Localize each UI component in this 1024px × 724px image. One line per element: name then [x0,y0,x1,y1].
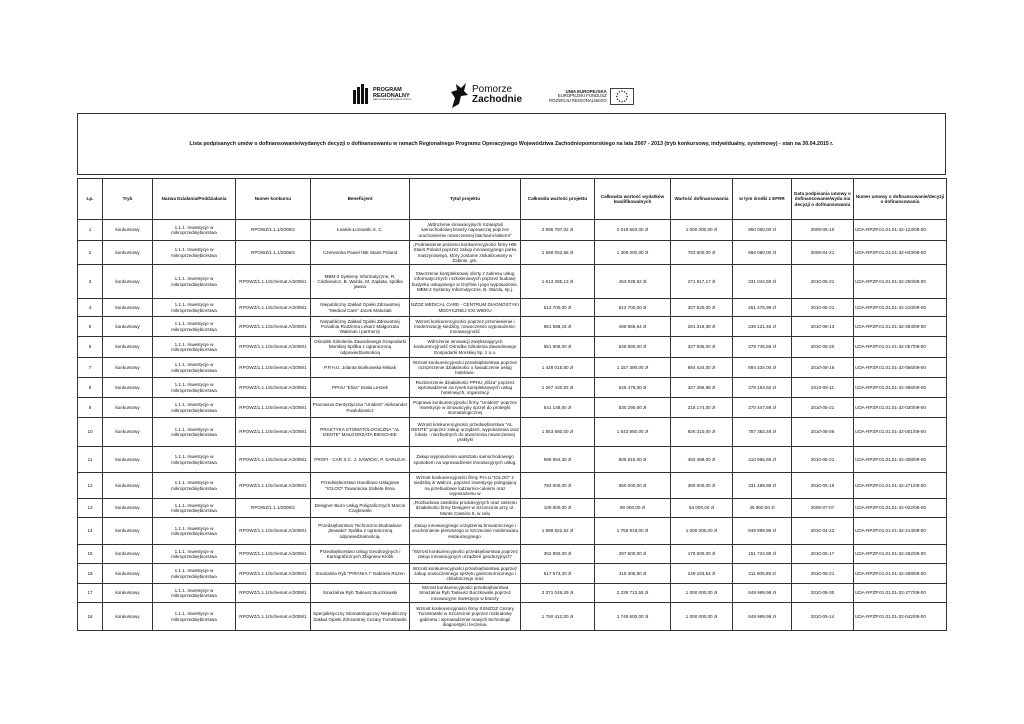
table-row [78,337,947,358]
cell-wydatki-kwalifikowalne: 415 305,90 zł [595,564,671,584]
cell-srodki-efrr: 278 745,59 zł [733,337,792,358]
cell-data-podpisania: 2010-05-21 [792,398,854,418]
table-row [78,317,947,337]
cell-srodki-efrr: 261 476,99 zł [733,299,792,317]
program-logo-line1: PROGRAM [373,87,402,94]
contracts-table [77,178,947,631]
cell-dzialanie: 1.1.1. Inwestycje w mikroprzedsiębiorstwa [153,603,236,631]
cell-srodki-efrr: 850 000,00 zł [733,220,792,241]
cell-wartosc-projektu: 1 267 420,83 zł [521,378,595,398]
header-srodki-efrr: w tym środki z EFRR [733,179,792,220]
cell-tryb: konkursowy [103,337,153,358]
cell-numer-konkursu: RPOWZ/1.1.1/2008/2 [236,220,311,241]
cell-dzialanie: 1.1.1. Inwestycje w mikroprzedsiębiorstwa [153,418,236,447]
cell-data-podpisania: 2010-05-21 [792,564,854,584]
cell-srodki-efrr: 239 121,46 zł [733,317,792,337]
cell-data-podpisania: 2009-04-21 [792,241,854,265]
table-row [78,499,947,518]
cell-lp: 3 [78,265,103,299]
cell-numer-umowy: UDA-RPZP.01.01.01-32-354/09-00 [854,317,947,337]
cell-lp: 7 [78,358,103,378]
cell-tryb: konkursowy [103,358,153,378]
cell-wartosc-dofinansowania: 307 620,00 zł [671,299,733,317]
cell-lp: 15 [78,545,103,564]
cell-wartosc-dofinansowania: 390 000,00 zł [671,473,733,499]
cell-beneficjent: Przedsiębiorstwo Techniczno-Budowlane „Bewako” Spółka z ograniczoną odpowiedzialnością. [311,518,410,545]
cell-lp: 2 [78,241,103,265]
cell-numer-umowy: UDA-RPZP.01.01.01-32-214/09-00 [854,518,947,545]
cell-numer-umowy: UDA-RPZP.01.01.01-32-271/09-00 [854,473,947,499]
cell-tytul-projektu: Wzrost konkurencyjności przedsiębiorstwa poprzez zakup nowoczesnego sprzętu gastronomicznego i chłodniczego oraz [410,564,521,584]
pomorze-zachodnie-logo [448,80,522,110]
cell-tryb: konkursowy [103,603,153,631]
cell-tryb: konkursowy [103,518,153,545]
cell-tryb: konkursowy [103,378,153,398]
cell-dzialanie: 1.1.1. Inwestycje w mikroprzedsiębiorstwa [153,584,236,603]
cell-tryb: konkursowy [103,265,153,299]
cell-wydatki-kwalifikowalne: 297 500,00 zł [595,545,671,564]
cell-lp: 4 [78,299,103,317]
cell-numer-konkursu: RPOWZ/1.1.1/Schemat A/2009/1 [236,398,311,418]
cell-wartosc-projektu: 1 553 680,00 zł [521,418,595,447]
cell-tryb: konkursowy [103,241,153,265]
cell-wartosc-dofinansowania: 694 434,00 zł [671,358,733,378]
cell-wartosc-projektu: 362 950,00 zł [521,545,595,564]
table-row [78,358,947,378]
cell-beneficjent: Ośrodek Szkolenia Zawodowego Gospodarki Morskiej Spółka z ograniczoną odpowiedzialnością [311,337,410,358]
cell-srodki-efrr: 231 044,59 zł [733,265,792,299]
cell-numer-konkursu: RPOWZ/1.1.1/Schemat A/2009/1 [236,299,311,317]
cell-dzialanie: 1.1.1. Inwestycje w mikroprzedsiębiorstwa [153,378,236,398]
cell-numer-umowy: UDA-RPZP.01.01.01-32-043/08-00 [854,241,947,265]
cell-dzialanie: 1.1.1. Inwestycje w mikroprzedsiębiorstwa [153,265,236,299]
header-tryb: Tryb [103,179,153,220]
cell-numer-konkursu: RPOWZ/1.1.1/Schemat A/2009/1 [236,418,311,447]
header-wartosc-projektu: Całkowita wartość projektu [521,179,595,220]
cell-dzialanie: 1.1.1. Inwestycje w mikroprzedsiębiorstwa [153,564,236,584]
cell-tryb: konkursowy [103,499,153,518]
eu-logo [549,88,634,105]
cell-numer-konkursu: RPOWZ/1.1.1/Schemat A/2009/1 [236,564,311,584]
cell-numer-konkursu: RPOWZ/1.1.1/Schemat A/2009/1 [236,473,311,499]
cell-wartosc-projektu: 551 806,00 zł [521,337,595,358]
cell-tytul-projektu: „Rozbudowa zasobów produkcyjnych oraz zakresu działalności firmy Designer w Szczecinie przy ul. Monte Cassino 9, w celu [410,499,521,518]
cell-beneficjent: Pracownia Dentystyczna "Unident" Aleksander Pawlukiewicz [311,398,410,418]
cell-dzialanie: 1.1.1. Inwestycje w mikroprzedsiębiorstwa [153,337,236,358]
cell-data-podpisania: 2009-06-10 [792,220,854,241]
header-numer-konkursu: Numer konkursu [236,179,311,220]
cell-wartosc-dofinansowania: 178 500,00 zł [671,545,733,564]
eu-logo-line1: UNIA EUROPEJSKA [565,89,607,95]
cell-wydatki-kwalifikowalne: 2 239 712,55 zł [595,584,671,603]
cell-tytul-projektu: Wzrost konkurencyjności poprzez przeniesienie i modernizację siedziby, nowoczesne wyposażenie, innowacyjność [410,317,521,337]
cell-beneficjent: Przedsiębiorstwo Handlowo-Usługowe "IGLOO" Towarnicka Izabela Ilona [311,473,410,499]
cell-tryb: konkursowy [103,299,153,317]
program-logo-line2: REGIONALNY [373,92,410,99]
table-row [78,584,947,603]
eu-logo-line3: ROZWOJU REGIONALNEGO [549,97,607,103]
cell-wydatki-kwalifikowalne: 453 028,62 zł [595,265,671,299]
header-dzialanie: Nazwa Działania/Poddziałania [153,179,236,220]
cell-wartosc-dofinansowania: 327 286,98 zł [671,378,733,398]
cell-numer-umowy: UDA-RPZP.01.01.01-32-056/09-00 [854,358,947,378]
cell-numer-konkursu: RPOWZ/1.1.1/Schemat A/2009/1 [236,317,311,337]
cell-data-podpisania: 2010-05-20 [792,337,854,358]
cell-numer-umowy: UDA-RPZP.01.01.01-32-042/09-00 [854,603,947,631]
cell-beneficjent: Niepubliczny Zakład Opieki Zdrowotnej Poradnia Rodzinna Lekarz Małgorzata Walerian i partnerzy [311,317,410,337]
cell-lp: 13 [78,499,103,518]
pomorze-logo-line1: Pomorze [472,84,513,95]
cell-tryb: konkursowy [103,418,153,447]
cell-numer-konkursu: RPOWZ/1.1.1/Schemat A/2009/1 [236,545,311,564]
cell-numer-konkursu: RPOWZ/1.1.1/Schemat A/2009/1 [236,358,311,378]
cell-wartosc-dofinansowania: 318 174,00 zł [671,398,733,418]
cell-wartosc-dofinansowania: 249 183,54 zł [671,564,733,584]
cell-srodki-efrr: 278 193,92 zł [733,378,792,398]
cell-beneficjent: Łowkis-Łozowski S. C. [311,220,410,241]
cell-beneficjent: Smażalnia Ryb "PIRANIA I" Gabriela Rożen [311,564,410,584]
cell-wydatki-kwalifikowalne: 1 543 850,00 zł [595,418,671,447]
cell-data-podpisania: 2010-05-21 [792,265,854,299]
cell-tytul-projektu: Wzrost konkurencyjności przedsiębiorstwa "AL DENTE" poprzez zakup urządzeń, wyposażenia oraz lokalu - niezbędnych do utworzenia nowoczesnej praktyki [410,418,521,447]
table-row [78,378,947,398]
cell-srodki-efrr: 694 434,00 zł [733,358,792,378]
table-header-row [78,179,947,220]
cell-numer-umowy: UDA-RPZP.01.01.01-32-250/09-00 [854,265,947,299]
cell-dzialanie: 1.1.1. Inwestycje w mikroprzedsiębiorstwa [153,317,236,337]
header-beneficjent: Beneficjent [311,179,410,220]
cell-tytul-projektu: Stworzenie kompleksowej oferty z zakresu usług informatycznych i szkoleniowych poprzez budowę budynku usługowego w Gryfinie i jego wyposażenie, MBM-2 Systemy Informatyczne, B. Warda, sp.j. [410,265,521,299]
cell-wartosc-dofinansowania: 1 000 000,00 zł [671,603,733,631]
program-regionalny-logo [352,84,412,106]
cell-wartosc-projektu: 1 426 015,80 zł [521,358,595,378]
cell-numer-umowy: UDA-RPZP.01.01.01-32-210/09-00 [854,299,947,317]
cell-lp: 5 [78,317,103,337]
cell-tytul-projektu: Zakup innowacyjnego urządzenia browarniczego i uruchomienie pierwszego w Szczecinie minibrowaru restauracyjnego. [410,518,521,545]
cell-tytul-projektu: „Wdrożenie innowacyjnych rozwiązań samochodowej branży naprawczej poprzez uruchomienie nowoczesnej blacharni-lakierni” [410,220,521,241]
cell-lp: 17 [78,584,103,603]
cell-wydatki-kwalifikowalne: 468 865,64 zł [595,317,671,337]
cell-wartosc-projektu: 517 573,20 zł [521,564,595,584]
table-row [78,220,947,241]
cell-data-podpisania: 2010-05-21 [792,447,854,473]
cell-tryb: konkursowy [103,317,153,337]
cell-wartosc-projektu: 1 558 052,66 zł [521,241,595,265]
program-regionalny-icon [352,84,370,106]
cell-data-podpisania: 2010-04-22 [792,518,854,545]
cell-numer-konkursu: RPOWZ/1.1.1/Schemat A/2009/1 [236,603,311,631]
cell-srodki-efrr: 410 965,65 zł [733,447,792,473]
cell-wartosc-dofinansowania: 1 000 000,00 zł [671,584,733,603]
cell-wydatki-kwalifikowalne: 545 478,30 zł [595,378,671,398]
cell-wartosc-dofinansowania: 783 600,00 zł [671,241,733,265]
cell-tryb: konkursowy [103,473,153,499]
cell-wartosc-dofinansowania: 281 319,38 zł [671,317,733,337]
cell-numer-konkursu: RPOWZ/1.1.1/2008/2 [236,241,311,265]
cell-beneficjent: PROFI - CAR S.C. J. SAWICKI, P. SARLEJA [311,447,410,473]
cell-data-podpisania: 2010-08-30 [792,584,854,603]
cell-tytul-projektu: Wzrost konkurencyjności przedsiębiorstwa Smażalnia Ryb Tadeusz Buczkowski poprzez innowacyjne inwestycje w branży [410,584,521,603]
cell-numer-umowy: UDA-RPZP.01.01.01-32-020/09-00 [854,398,947,418]
cell-beneficjent: Czerwonka Paweł HBI Stairs Poland [311,241,410,265]
cell-beneficjent: PPHU "Eliza" Szała Leszek [311,378,410,398]
cell-numer-konkursu: RPOWZ/1.1.1/Schemat A/2009/1 [236,265,311,299]
cell-lp: 11 [78,447,103,473]
cell-wydatki-kwalifikowalne: 1 157 390,00 zł [595,358,671,378]
table-row [78,473,947,499]
cell-dzialanie: 1.1.1. Inwestycje w mikroprzedsiębiorstwa [153,447,236,473]
document-title-box [77,113,946,175]
cell-tytul-projektu: Wdrożenie innowacji zwiększających konkurencyjność Ośrodka Szkolenia Zawodowego Gospodarki Morskiej Sp. z o.o. [410,337,521,358]
table-body [78,220,947,631]
table-row [78,418,947,447]
cell-data-podpisania: 2010-05-17 [792,545,854,564]
program-logo-line3: NARODOWA STRATEGIA SPÓJNOŚCI [373,99,412,102]
cell-dzialanie: 1.1.1. Inwestycje w mikroprzedsiębiorstwa [153,473,236,499]
cell-numer-umowy: UDA-RPZP.01.01.01-32-057/09-00 [854,337,947,358]
cell-wartosc-dofinansowania: 327 936,00 zł [671,337,733,358]
cell-srodki-efrr: 849 999,99 zł [733,518,792,545]
cell-lp: 1 [78,220,103,241]
cell-tytul-projektu: „Podniesienie poziomu konkurencyjności firmy HBI Stairs Poland poprzez zakup innowacyjnego parku maszynowego, który zostanie zlokalizowany w Żabinie, gm. [410,241,521,265]
cell-numer-umowy: UDA-RPZP.01.01.01-32-298/09-00 [854,564,947,584]
griffin-icon [448,80,470,110]
cell-tytul-projektu: NZOZ MEDICAL CARE - CENTRUM DIAGNOSTYKI MEDYCZNEJ XXI WIEKU [410,299,521,317]
cell-wartosc-dofinansowania: 1 000 000,00 zł [671,220,733,241]
cell-wydatki-kwalifikowalne: 1 306 000,00 zł [595,241,671,265]
cell-data-podpisania: 2010-05-11 [792,378,854,398]
cell-data-podpisania: 2009-07-07 [792,499,854,518]
cell-tryb: konkursowy [103,584,153,603]
cell-numer-umowy: UDA-RPZP.01.01.01-32-366/09-00 [854,378,947,398]
cell-numer-umowy: UDA-RPZP.01.01.01-32-308/09-00 [854,447,947,473]
cell-srodki-efrr: 45 900,00 zł [733,499,792,518]
cell-srodki-efrr: 787 363,48 zł [733,418,792,447]
cell-numer-umowy: UDA-RPZP.01.01.01-32-022/08-00 [854,499,947,518]
cell-wydatki-kwalifikowalne: 650 000,00 zł [595,473,671,499]
cell-data-podpisania: 2010-08-06 [792,418,854,447]
cell-wartosc-projektu: 109 800,00 zł [521,499,595,518]
cell-srodki-efrr: 849 999,98 zł [733,584,792,603]
cell-numer-umowy: UDA-RPZP.01.01.01-32-277/09-00 [854,584,947,603]
header-wydatki-kwalifikowalne: Całkowita wartość wydatków kwalifikowalnych [595,179,671,220]
cell-numer-umowy: UDA-RPZP.01.01.01-32-262/09-00 [854,545,947,564]
cell-wydatki-kwalifikowalne: 1 749 600,00 zł [595,603,671,631]
cell-lp: 12 [78,473,103,499]
cell-srodki-efrr: 151 724,98 zł [733,545,792,564]
table-row [78,545,947,564]
cell-tytul-projektu: Rozszerzenie działalności PPHU „Eliza” poprzez wprowadzenie na rynek kompleksowych usług hotelowych, organizacji [410,378,521,398]
header-numer-umowy: Numer umowy o dofinansowanie/decyzji o dofinansowaniu [854,179,947,220]
cell-beneficjent: Smażalnia Ryb Tadeusz Buczkowski [311,584,410,603]
cell-dzialanie: 1.1.1. Inwestycje w mikroprzedsiębiorstwa [153,398,236,418]
cell-wartosc-projektu: 998 954,30 zł [521,447,595,473]
cell-numer-konkursu: RPOWZ/1.1.1/Schemat A/2009/1 [236,337,311,358]
cell-tytul-projektu: "Wzrost konkurencyjności przedsiębiorstwa poprzez zakup innowacyjnych urządzeń geodezyjnych" [410,545,521,564]
cell-wartosc-projektu: 3 371 046,29 zł [521,584,595,603]
cell-wartosc-projektu: 2 695 787,02 zł [521,220,595,241]
cell-srodki-efrr: 331 499,99 zł [733,473,792,499]
cell-dzialanie: 1.1.1. Inwestycje w mikroprzedsiębiorstwa [153,241,236,265]
cell-lp: 8 [78,378,103,398]
cell-wartosc-dofinansowania: 54 000,00 zł [671,499,733,518]
cell-wartosc-dofinansowania: 483 489,00 zł [671,447,733,473]
cell-tytul-projektu: Wzrost konkurencyjności przedsiębiorstwa poprzez rozszerzenie działalności o świadczenie usług hotelowo- [410,358,521,378]
cell-tryb: konkursowy [103,564,153,584]
cell-wydatki-kwalifikowalne: 805 815,00 zł [595,447,671,473]
cell-data-podpisania: 2010-05-14 [792,603,854,631]
pomorze-logo-line2: Zachodnie [472,94,523,105]
table-row [78,265,947,299]
cell-data-podpisania: 2010-05-19 [792,473,854,499]
cell-wartosc-projektu: 793 000,00 zł [521,473,595,499]
header-data-podpisania: Data podpisania umowy o dofinansowanie/wyda nia decyzji o dofinansowaniu [792,179,854,220]
cell-data-podpisania: 2010-05-21 [792,299,854,317]
cell-beneficjent: MBM-2 Systemy Informatyczne, R. Ciszkiewicz, B. Warda, M. Zapłata, spółka jawna [311,265,410,299]
cell-wartosc-projektu: 512 700,00 zł [521,299,595,317]
cell-tryb: konkursowy [103,398,153,418]
cell-dzialanie: 1.1.1. Inwestycje w mikroprzedsiębiorstwa [153,545,236,564]
header-lp: Lp. [78,179,103,220]
cell-wydatki-kwalifikowalne: 512 700,00 zł [595,299,671,317]
cell-numer-konkursu: RPOWZ/1.1.1/2008/2 [236,499,311,518]
cell-tytul-projektu: Wzrost konkurencyjności firmy SSNZOZ Cezary Turostowski w Szczecinie poprzez rozbudowę gabinetu i wprowadzenie nowych technologii diagnostyki i leczenia. [410,603,521,631]
cell-srodki-efrr: 270 447,89 zł [733,398,792,418]
cell-numer-umowy: UDA-RPZP.01.01.01-32-123/08-00 [854,220,947,241]
cell-data-podpisania: 2010-08-16 [792,358,854,378]
cell-beneficjent: Designer Biuro Usług Poligraficznych Marcin Czajkowski [311,499,410,518]
eu-logo-line2: EUROPEJSKI FUNDUSZ [557,93,607,99]
cell-lp: 16 [78,564,103,584]
cell-tryb: konkursowy [103,220,153,241]
cell-numer-konkursu: RPOWZ/1.1.1/Schemat A/2009/1 [236,378,311,398]
table-row [78,241,947,265]
header-tytul-projektu: Tytuł projektu [410,179,521,220]
cell-wydatki-kwalifikowalne: 546 560,00 zł [595,337,671,358]
cell-numer-konkursu: RPOWZ/1.1.1/Schemat A/2009/1 [236,518,311,545]
cell-lp: 18 [78,603,103,631]
cell-lp: 14 [78,518,103,545]
cell-tytul-projektu: Poprawa konkurencyjności firmy "Unident" poprzez inwestycje w innowacyjny sprzęt do protetyki stomatologicznej [410,398,521,418]
cell-dzialanie: 1.1.1. Inwestycje w mikroprzedsiębiorstwa [153,499,236,518]
table-row [78,603,947,631]
document-title: Lista podpisanych umów o dofinansowanie/wydanych decyzji o dofinansowaniu w ramach Regionalnego Programu Operacyjnego Województwa Zachodniopomorskiego na lata 2007 - 2013 (tryb konkursowy, indywidualny, systemowy) - stan na 30.04.2015 r. [189,141,834,147]
cell-tytul-projektu: Zakup wyposażenia warsztatu samochodowego sposobem na wprowadzenie innowacyjnych usług. [410,447,521,473]
cell-beneficjent: PRAKTYKA STOMATOLOGICZNA "AL DENTE" MAŁGORZATA BIESCHKE [311,418,410,447]
cell-wartosc-projektu: 881 588,15 zł [521,317,595,337]
cell-wydatki-kwalifikowalne: 90 000,00 zł [595,499,671,518]
cell-numer-konkursu: RPOWZ/1.1.1/Schemat A/2009/1 [236,447,311,473]
cell-wartosc-projektu: 1 760 412,00 zł [521,603,595,631]
cell-dzialanie: 1.1.1. Inwestycje w mikroprzedsiębiorstwa [153,299,236,317]
table-row [78,564,947,584]
cell-wartosc-projektu: 1 613 395,13 zł [521,265,595,299]
cell-tryb: konkursowy [103,545,153,564]
cell-numer-umowy: UDA-RPZP.01.01.01-32-001/09-00 [854,418,947,447]
cell-wartosc-projektu: 1 898 822,52 zł [521,518,595,545]
cell-beneficjent: Niepubliczny Zakład Opieki Zdrowotnej "Medical Care" Jacek Matusiak [311,299,410,317]
table-row [78,398,947,418]
cell-srodki-efrr: 211 805,99 zł [733,564,792,584]
cell-lp: 10 [78,418,103,447]
cell-wartosc-projektu: 541 148,00 zł [521,398,595,418]
cell-data-podpisania: 2010-08-13 [792,317,854,337]
cell-wartosc-dofinansowania: 271 817,17 zł [671,265,733,299]
cell-numer-konkursu: RPOWZ/1.1.1/Schemat A/2009/1 [236,584,311,603]
table-row [78,518,947,545]
cell-tryb: konkursowy [103,447,153,473]
cell-dzialanie: 1.1.1. Inwestycje w mikroprzedsiębiorstwa [153,358,236,378]
cell-beneficjent: Przedsiębiorstwo Usług Geodezyjnych i Kartograficznych Zbigniew Królik [311,545,410,564]
cell-lp: 9 [78,398,103,418]
cell-wydatki-kwalifikowalne: 2 018 563,00 zł [595,220,671,241]
cell-beneficjent: Specjalistyczny Stomatologiczny Niepubliczny Zakład Opieki Zdrowotnej Cezary Turostowski [311,603,410,631]
table-row [78,299,947,317]
eu-flag-icon [610,88,634,105]
cell-lp: 6 [78,337,103,358]
header-wartosc-dofinansowania: Wartość dofinansowania [671,179,733,220]
cell-tytul-projektu: Wzrost konkurencyjności firmy P.H.U."IGLOO" z siedzibą w Wałczu, poprzez inwestycję polegającą na przebudowie lodziarnio-cukierni oraz wyposażeniu w [410,473,521,499]
table-row [78,447,947,473]
cell-dzialanie: 1.1.1. Inwestycje w mikroprzedsiębiorstwa [153,220,236,241]
cell-wydatki-kwalifikowalne: 1 755 918,00 zł [595,518,671,545]
cell-srodki-efrr: 666 060,00 zł [733,241,792,265]
cell-beneficjent: P.P.H.U. Jolanta Bońkowska-Misiak [311,358,410,378]
cell-wartosc-dofinansowania: 926 310,00 zł [671,418,733,447]
cell-dzialanie: 1.1.1. Inwestycje w mikroprzedsiębiorstwa [153,518,236,545]
cell-wydatki-kwalifikowalne: 530 290,00 zł [595,398,671,418]
cell-srodki-efrr: 849 999,99 zł [733,603,792,631]
cell-wartosc-dofinansowania: 1 000 000,00 zł [671,518,733,545]
